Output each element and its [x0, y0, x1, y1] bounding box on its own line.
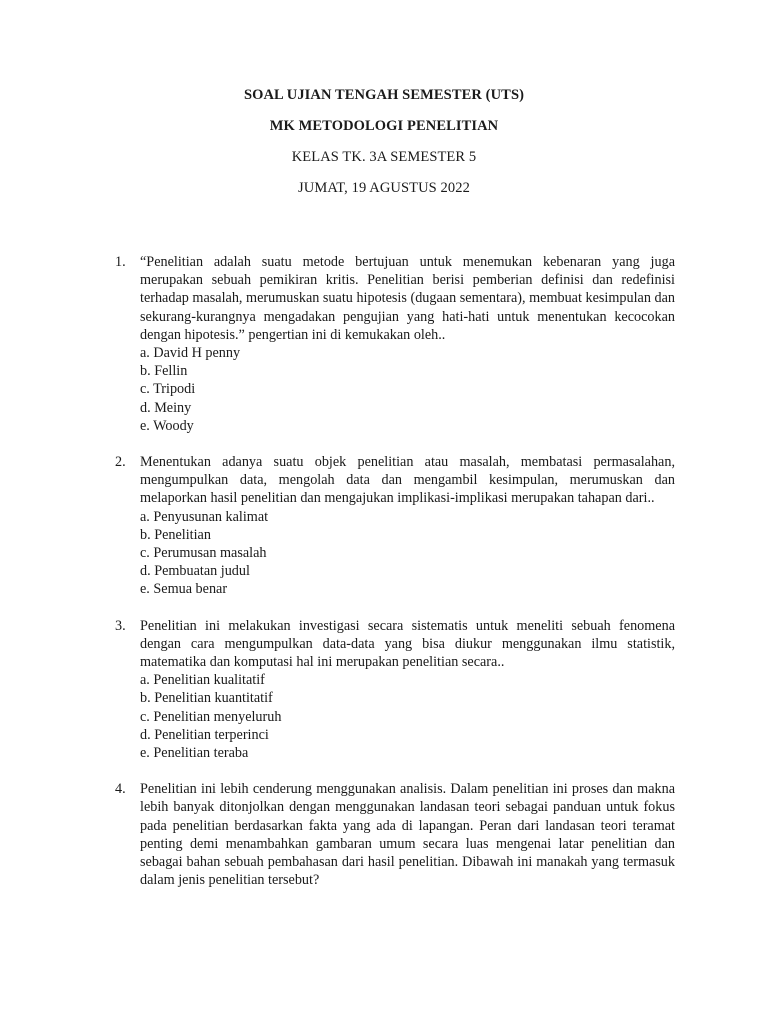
- option-e: e. Semua benar: [140, 581, 228, 598]
- option-e: e. Woody: [140, 417, 194, 434]
- option-c: c. Penelitian menyeluruh: [140, 708, 282, 725]
- question-text: Penelitian ini lebih cenderung menggunakan analisis. Dalam penelitian ini proses dan makna lebih banyak ditonjolkan dengan menggunakan landasan teori sebagai panduan untuk fokus pada penelitian berdasarkan fakta yang ada di lapangan. Peran dari landasan teori teramat penting demi menambahkan gambaran umum secara luas mengenai latar penelitian dan sebagai bahan sebuah pembahasan dari hasil penelitian. Dibawah ini manakah yang termasuk dalam jenis penelitian tersebut?: [140, 781, 675, 889]
- option-b: b. Penelitian kuantitatif: [140, 690, 273, 707]
- option-a: a. Penelitian kualitatif: [140, 672, 265, 689]
- question-1: [115, 253, 675, 435]
- question-3: [115, 617, 675, 763]
- question-text: “Penelitian adalah suatu metode bertujuan untuk menemukan kebenaran yang juga merupakan sebuah pemikiran kritis. Penelitian berisi pemberian definisi dan redefinisi terhadap masalah, merumuskan suatu hipotesis (dugaan sementara), membuat kesimpulan dan sekurang-kurangnya mengadakan pengujian yang hati-hati untuk menentukan kecocokan dengan hipotesis.” pengertian ini di kemukakan oleh..: [140, 254, 675, 343]
- question-list: [115, 253, 675, 908]
- option-c: c. Tripodi: [140, 381, 196, 398]
- question-number: 3.: [115, 617, 126, 634]
- question-text: Penelitian ini melakukan investigasi secara sistematis untuk meneliti sebuah fenomena dengan cara mengumpulkan data-data yang bisa diukur menggunakan ilmu statistik, matematika dan komputasi hal ini merupakan penelitian secara..: [140, 617, 675, 671]
- option-e: e. Penelitian teraba: [140, 745, 249, 762]
- option-c: c. Perumusan masalah: [140, 545, 267, 562]
- exam-title: SOAL UJIAN TENGAH SEMESTER (UTS): [243, 87, 525, 103]
- course-title: MK METODOLOGI PENELITIAN: [269, 118, 499, 134]
- question-number: 2.: [115, 454, 126, 471]
- option-b: b. Fellin: [140, 363, 188, 380]
- exam-header: [0, 86, 768, 210]
- question-text: Menentukan adanya suatu objek penelitian atau masalah, membatasi permasalahan, mengumpulkan data, mengolah data dan mengambil kesimpulan, merumuskan dan melaporkan hasil penelitian dan mengajukan implikasi-implikasi merupakan tahapan dari..: [140, 454, 675, 507]
- question-2: [115, 453, 675, 599]
- question-4: [115, 780, 675, 889]
- question-number: 1.: [115, 254, 126, 270]
- question-number: 4.: [115, 781, 126, 798]
- option-list: [140, 671, 675, 762]
- option-d: d. Pembuatan judul: [140, 563, 250, 580]
- option-a: a. Penyusunan kalimat: [140, 508, 269, 525]
- option-list: [140, 508, 675, 599]
- option-list: [140, 344, 675, 435]
- option-a: a. David H penny: [140, 345, 241, 362]
- exam-date: JUMAT, 19 AGUSTUS 2022: [298, 180, 470, 196]
- class-semester: KELAS TK. 3A SEMESTER 5: [291, 149, 477, 165]
- option-d: d. Penelitian terperinci: [140, 726, 269, 743]
- option-d: d. Meiny: [140, 399, 192, 416]
- option-b: b. Penelitian: [140, 526, 211, 543]
